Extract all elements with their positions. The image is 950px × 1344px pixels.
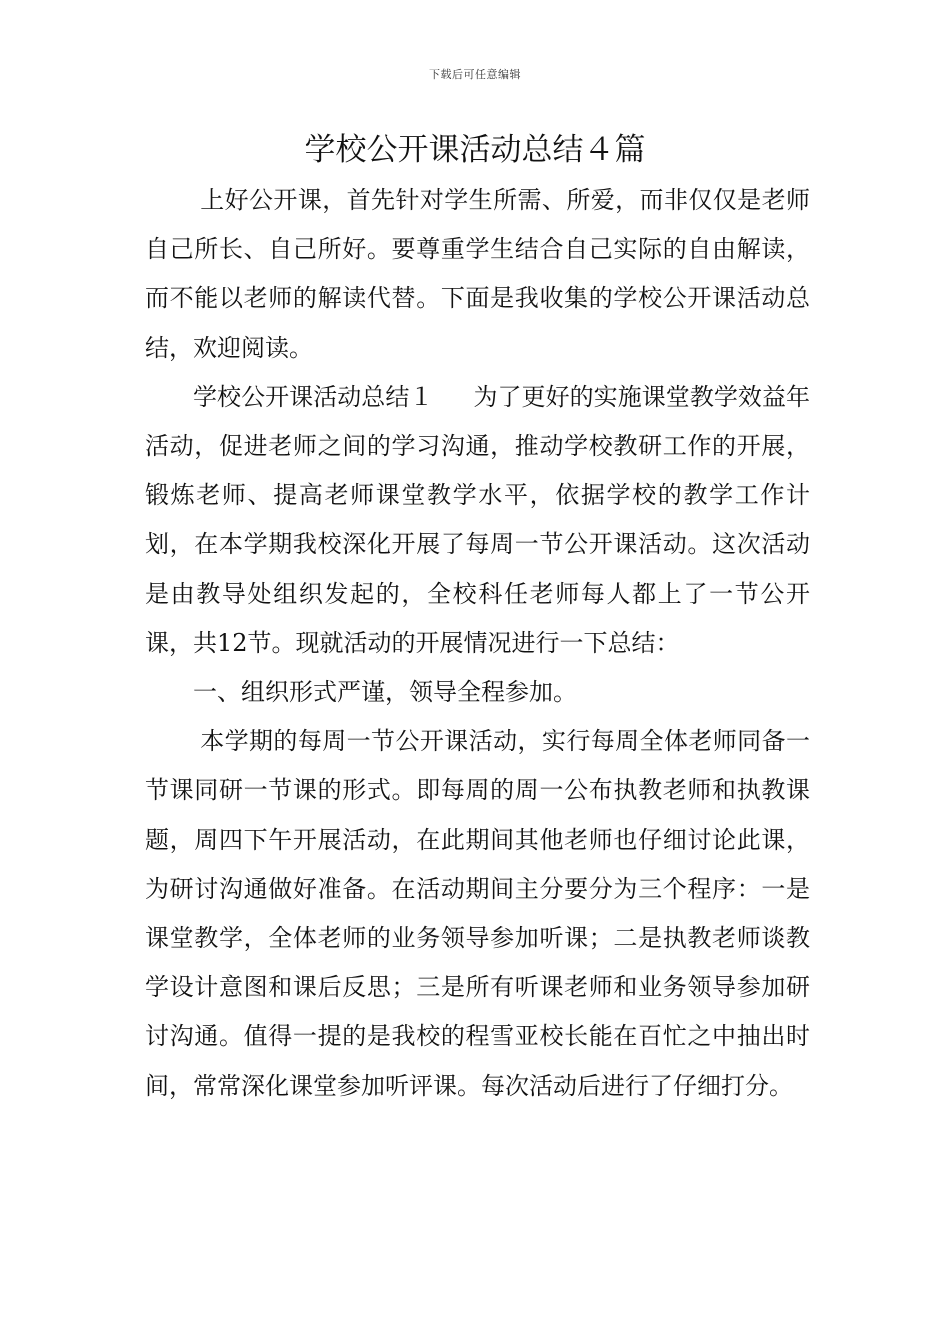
document-title: 学校公开课活动总结４篇 xyxy=(304,132,646,168)
section-1-paragraph xyxy=(145,373,810,668)
document-body xyxy=(145,176,810,1111)
subheading-paragraph: 一、组织形式严谨，领导全程参加。 xyxy=(193,678,577,707)
section-1-text: 为了更好的实施课堂教学效益年活动，促进老师之间的学习沟通，推动学校教研工作的开展，锻炼老师、提高老师课堂教学水平，依据学校的教学工作计划，在本学期我校深化开展了每周一节公开课活动。这次活动是由教导处组织发起的，全校科任老师每人都上了一节公开课，共12节。现就活动的开展情况进行一下总结： xyxy=(145,382,811,657)
section-heading: 学校公开课活动总结１ xyxy=(193,382,434,411)
intro-paragraph: 上好公开课，首先针对学生所需、所爱，而非仅仅是老师自己所长、自己所好。要尊重学生结合自己实际的自由解读，而不能以老师的解读代替。下面是我收集的学校公开课活动总结，欢迎阅读。 xyxy=(145,186,810,362)
body-paragraph: 本学期的每周一节公开课活动，实行每周全体老师同备一节课同研一节课的形式。即每周的周一公布执教老师和执教课题，周四下午开展活动，在此期间其他老师也仔细讨论此课，为研讨沟通做好准备。在活动期间主分要分为三个程序：一是课堂教学，全体老师的业务领导参加听课；二是执教老师谈教学设计意图和课后反思；三是所有听课老师和业务领导参加研讨沟通。值得一提的是我校的程雪亚校长能在百忙之中抽出时间，常常深化课堂参加听评课。每次活动后进行了仔细打分。 xyxy=(145,727,810,1100)
header-note: 下载后可任意编辑 xyxy=(429,68,521,81)
